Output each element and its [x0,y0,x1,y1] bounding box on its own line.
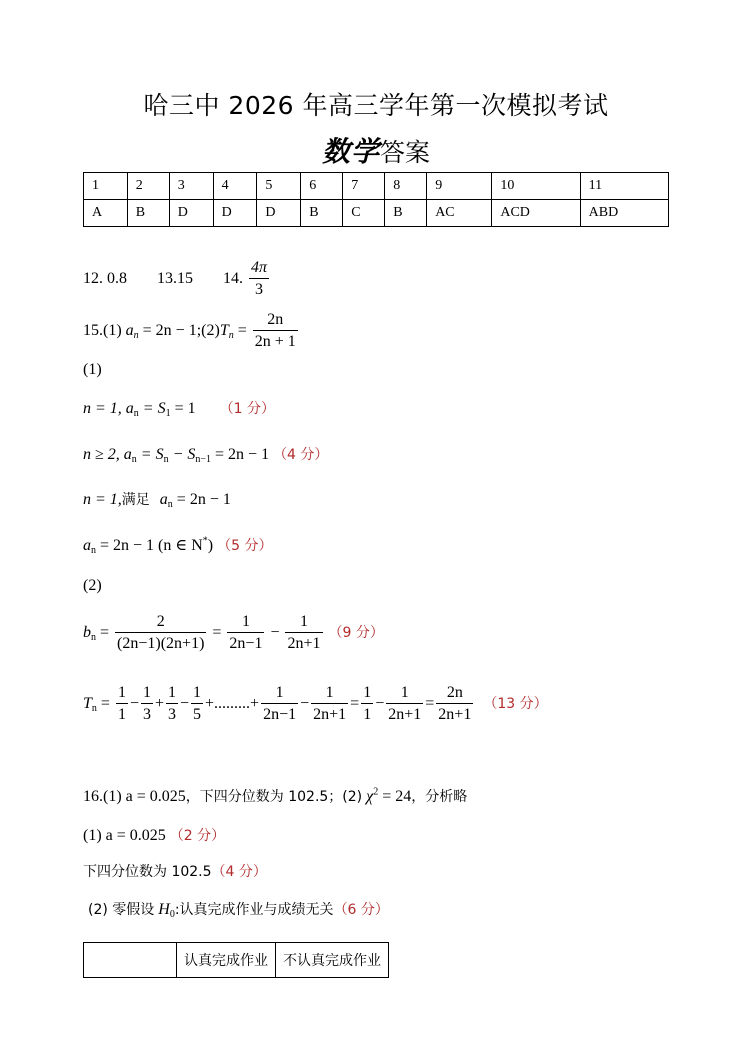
choice-answer: B [127,200,169,227]
contingency-header-row [84,943,389,978]
choice-number-row [84,173,669,200]
choice-number: 7 [343,173,385,200]
q16-step-1: (1) a = 0.025 （2 分） [83,827,226,844]
choice-number: 5 [257,173,301,200]
subject-fancy: 数学 [321,135,380,168]
choice-number: 6 [301,173,343,200]
q15-part2-label: (2) [83,577,102,594]
q15-step-3: n = 1,满足 $a_n = 2n - 1$ [83,491,231,510]
q16-summary: 16.(1) a = 0.025，下四分位数为 102.5；(2) $\chi^2 = 24$，分析略 [83,786,468,805]
choice-answer: B [385,200,427,227]
page-subtitle [0,130,752,170]
score-badge: （6 分） [333,902,389,918]
q15-tn-fraction: $\frac{2n}{2n + 1}$ [254,311,296,350]
subject-plain: 答案 [380,138,431,167]
choice-number: 9 [427,173,492,200]
score-badge: （5 分） [217,538,273,554]
choice-answer: D [257,200,301,227]
choice-answer: AC [427,200,492,227]
contingency-header-cell: 不认真完成作业 [276,943,389,978]
q15-step-2: n ≥ 2, $a_n = S_n - S_{n-1} = 2n - 1$ （4 分） [83,446,329,465]
choice-answer-table [83,172,669,227]
choice-answer: A [84,200,128,227]
choice-answer: D [169,200,213,227]
q15-bn-equation: $b_n$ = $\frac{2}{(2n-1)(2n+1)}$ = $\frac{1}{2n-1}$ − $\frac{1}{2n+1}$ （9 分） [83,613,384,652]
choice-number: 8 [385,173,427,200]
q13-answer: 13.15 [157,270,193,288]
score-badge: （4 分） [211,864,267,880]
score-badge: （13 分） [483,696,548,713]
contingency-header-cell: 认真完成作业 [177,943,276,978]
page-title: 哈三中 2026 年高三学年第一次模拟考试 [143,91,609,120]
choice-answer: D [213,200,257,227]
score-badge: （4 分） [273,447,329,463]
contingency-header-empty [84,943,177,978]
choice-number: 10 [492,173,580,200]
choice-answer: B [301,200,343,227]
q16-step-2: 下四分位数为 102.5（4 分） [83,864,267,880]
q15-step-1: n = 1, $a_n = S_1 = 1$ （1 分） [83,400,275,419]
q15-tn-equation: $T_n$ = $\frac{1}{1}$ − $\frac{1}{3}$ + $\frac{1}{3}$ − $\frac{1}{5}$ +.........+ $\frac{1}{2n-1}$ − $\frac{1}{2n+1}$ = $\frac{1}{1}$ − $\frac{1}{2n+1}$ = $\frac{2n}{2n+1}$ （13 分） [83,684,548,723]
score-badge: （1 分） [219,401,275,417]
choice-answer: ACD [492,200,580,227]
choice-answer: C [343,200,385,227]
q15-step-4: $a_n = 2n - 1$ (n ∈ N*) （5 分） [83,535,273,556]
q16-step-3: (2) 零假设 $H_0$:认真完成作业与成绩无关（6 分） [88,901,389,920]
q14-label: 14. [223,270,243,288]
contingency-table [83,942,389,978]
choice-number: 3 [169,173,213,200]
choice-answer: ABD [580,200,668,227]
choice-number: 4 [213,173,257,200]
choice-number: 2 [127,173,169,200]
choice-answer-row [84,200,669,227]
score-badge: （9 分） [328,625,384,642]
fill-blank-answers [83,258,271,301]
choice-number: 1 [84,173,128,200]
q15-summary: 15.(1) $a_n = 2n$ − $1;(2)T_n$ = $\frac{2n}{2n + 1}$ [83,310,300,353]
q14-fraction: $\frac{4\pi}{3}$ [251,259,268,298]
q12-answer: 12. 0.8 [83,270,127,288]
score-badge: （2 分） [169,828,226,844]
q15-part1-label: (1) [83,361,102,378]
choice-number: 11 [580,173,668,200]
